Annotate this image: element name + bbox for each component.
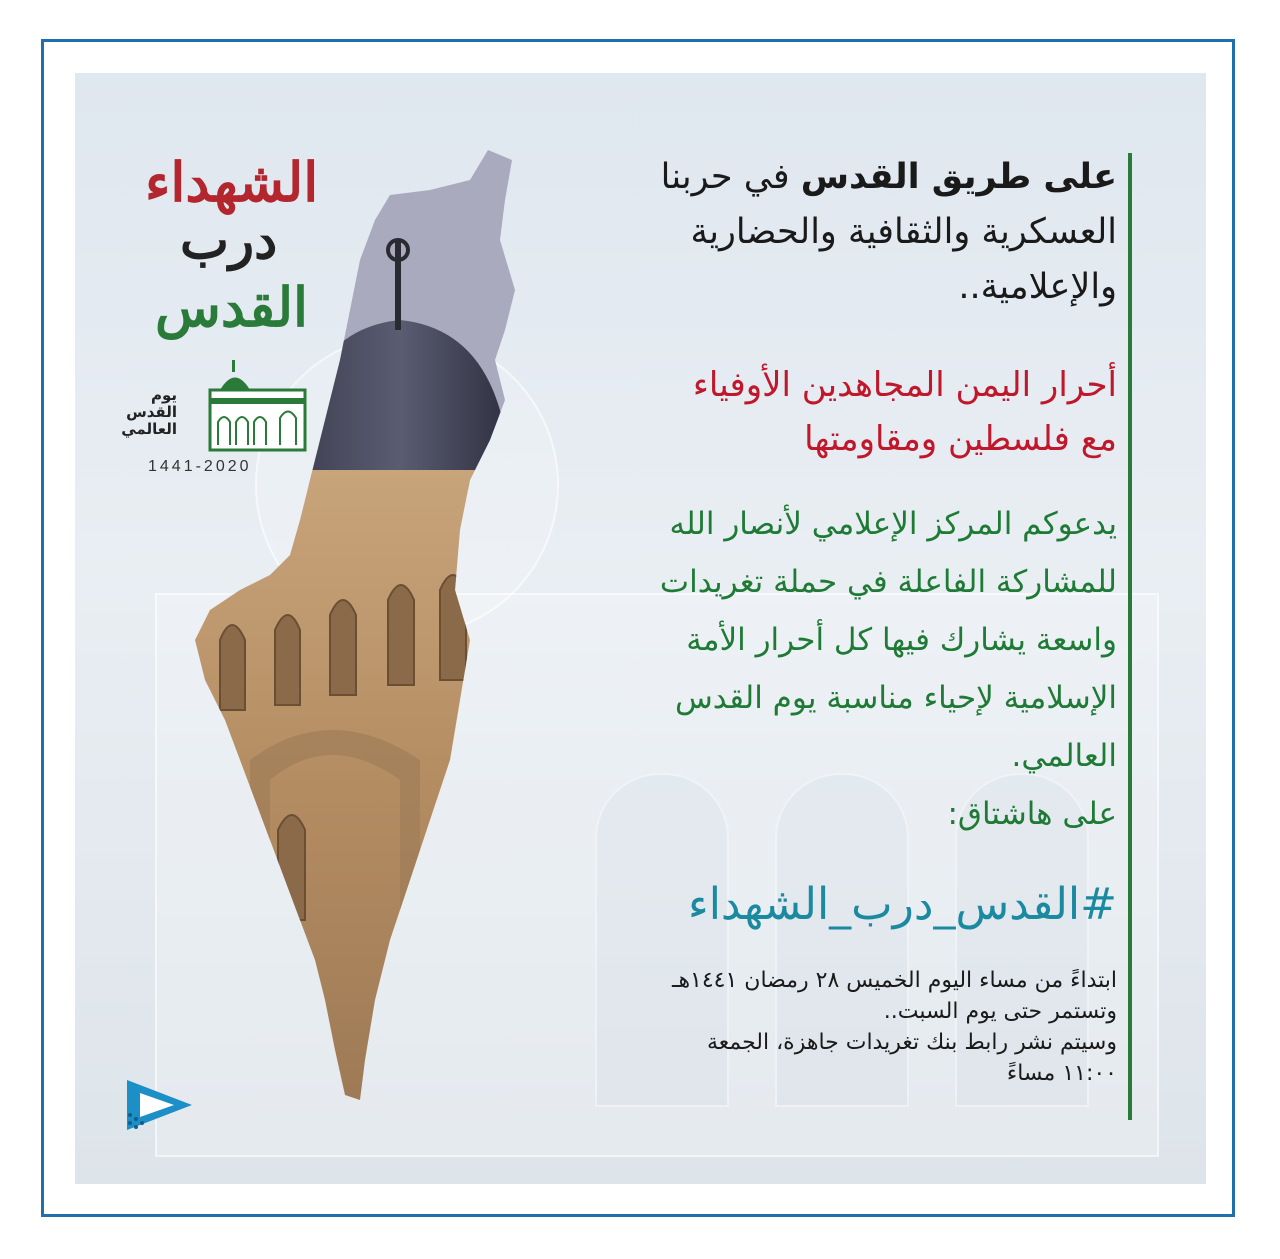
schedule-line-1: ابتداءً من مساء اليوم الخميس ٢٨ رمضان ١٤٤١هـ — [672, 968, 1117, 993]
vertical-divider — [1128, 153, 1132, 1120]
body-line-3: واسعة يشارك فيها كل أحرار الأمة — [686, 622, 1117, 658]
invitation-text — [557, 495, 1117, 843]
intro-text — [557, 150, 1117, 315]
logo-word-martyrs: الشهداء — [145, 150, 319, 214]
schedule-text — [557, 965, 1117, 1089]
campaign-logo — [135, 150, 335, 350]
intro-line-3: والإعلامية.. — [958, 267, 1117, 307]
intro-bold-phrase: على طريق القدس — [800, 157, 1117, 197]
intro-line-2: العسكرية والثقافية والحضارية — [690, 212, 1117, 252]
headline-line-1: أحرار اليمن المجاهدين الأوفياء — [692, 365, 1117, 405]
body-line-6: على هاشتاق: — [947, 796, 1117, 832]
headline-text — [557, 358, 1117, 466]
quds-day-label — [121, 387, 177, 438]
quds-day-line1: يوم — [150, 386, 177, 404]
body-line-5: العالمي. — [1011, 738, 1117, 774]
quds-day-line3: العالمي — [121, 420, 177, 438]
media-center-logo-icon — [122, 1075, 198, 1135]
body-line-2: للمشاركة الفاعلة في حملة تغريدات — [659, 564, 1117, 600]
campaign-hashtag: #القدس_درب_الشهداء — [688, 879, 1117, 930]
body-line-4: الإسلامية لإحياء مناسبة يوم القدس — [674, 680, 1117, 716]
body-line-1: يدعوكم المركز الإعلامي لأنصار الله — [669, 506, 1117, 542]
quds-day-line2: القدس — [126, 403, 177, 421]
schedule-line-2: وتستمر حتى يوم السبت.. — [883, 999, 1117, 1024]
headline-line-2: مع فلسطين ومقاومتها — [804, 419, 1117, 459]
logo-word-quds: القدس — [155, 275, 309, 339]
year-range: 1441-2020 — [148, 458, 252, 475]
intro-line-1 — [557, 150, 1117, 205]
schedule-line-4: ١١:٠٠ مساءً — [1006, 1061, 1117, 1086]
schedule-line-3: وسيتم نشر رابط بنك تغريدات جاهزة، الجمعة — [706, 1030, 1117, 1055]
logo-word-path: درب — [180, 210, 278, 271]
intro-line-1-rest: في حربنا — [660, 157, 790, 197]
